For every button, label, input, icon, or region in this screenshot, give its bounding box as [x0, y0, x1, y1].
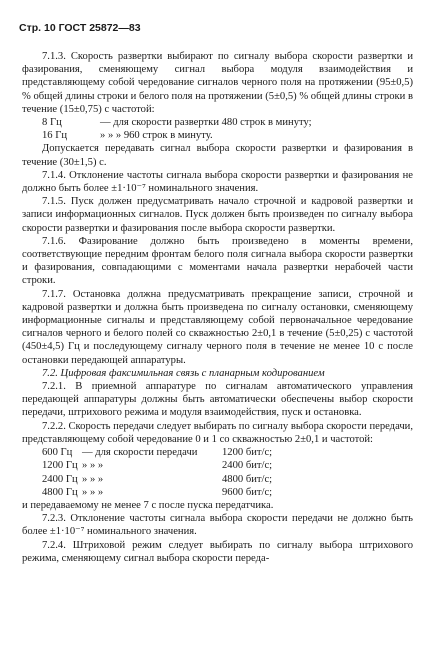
rate-value: 2400 бит/с; [222, 460, 273, 472]
rate-value: 9600 бит/с; [222, 486, 273, 498]
rate-description: » » » [82, 460, 104, 472]
clause-7-2-1: 7.2.1. В приемной аппаратуре по сигналам автоматического управления передающей аппаратуры должны быть автоматически обеспечены выбор скорости передачи, штрихового режима и модуля взаимодействия, пуск и остановка. [22, 381, 413, 419]
rate-frequency: 4800 Гц [42, 486, 78, 498]
rate-description: » » » [82, 486, 104, 498]
clause-7-1-7: 7.1.7. Остановка должна предусматривать прекращение записи, строчной и кадровой развертки и должна быть произведена по сигналу остановки, сменяющему информационные сигналы и представляющему собой первоначальное чередование сигналов черного и белого полей со скважностью 2±0,1 в течение (5±0,25) с частотой (450±4,5) Гц и последующему сигналу черного поля в течение не менее 10 с после остановки передающей аппаратуры. [22, 288, 413, 366]
clause-continuation: и передаваемому не менее 7 с после пуска передатчика. [22, 499, 274, 511]
rate-frequency: 600 Гц [42, 447, 73, 459]
rate-line [22, 459, 413, 472]
freq-line [22, 116, 413, 129]
clause-7-2-3: 7.2.3. Отклонение частоты сигнала выбора скорости передачи не должно быть более ±1·10⁻⁷ номинального значения. [22, 513, 413, 538]
freq-description: » » » 960 строк в минуту. [100, 130, 213, 142]
page-header: Стр. 10 ГОСТ 25872—83 [19, 22, 141, 34]
section-7-2-heading: 7.2. Цифровая факсимильная связь с планарным кодированием [42, 367, 325, 379]
rate-line [22, 486, 413, 499]
freq-value: 8 Гц [42, 117, 62, 129]
clause-7-1-6: 7.1.6. Фазирование должно быть произведено в моменты времени, соответствующие передним фронтам белого поля сигнала выбора скорости развертки и фазирования, совпадающими с моментами начала развертки нерабочей части строки. [22, 235, 413, 287]
rate-frequency: 2400 Гц [42, 473, 78, 485]
clause-7-1-5: 7.1.5. Пуск должен предусматривать начало строчной и кадровой развертки и записи информационных сигналов. Пуск должен быть произведен по сигналу выбора скорости развертки и фазирования после выбора скорости развертки. [22, 196, 413, 234]
rate-value: 4800 бит/с; [222, 473, 273, 485]
document-body [22, 50, 413, 565]
rate-line [22, 446, 413, 459]
clause-7-2-2: 7.2.2. Скорость передачи следует выбирать по сигналу выбора скорости передачи, представляющему собой чередование 0 и 1 со скважностью 2±0,1 и частотой: [22, 420, 413, 445]
rate-frequency: 1200 Гц [42, 460, 78, 472]
clause-7-2-4: 7.2.4. Штриховой режим следует выбирать по сигналу выбора штрихового режима, сменяющему сигнал выбора скорости переда- [22, 539, 413, 564]
clause-allowance: Допускается передавать сигнал выбора скорости развертки и фазирования в течение (30±1,5) с. [22, 143, 413, 168]
rate-description: — для скорости передачи [82, 447, 198, 459]
clause-7-1-4: 7.1.4. Отклонение частоты сигнала выбора скорости развертки и фазирования не должно быть более ±1·10⁻⁷ номинального значения. [22, 169, 413, 195]
freq-description: — для скорости развертки 480 строк в минуту; [100, 117, 312, 129]
rate-line [22, 473, 413, 486]
freq-line [22, 129, 413, 142]
rate-description: » » » [82, 473, 104, 485]
rate-value: 1200 бит/с; [222, 447, 273, 459]
freq-value: 16 Гц [42, 130, 68, 142]
clause-7-1-3: 7.1.3. Скорость развертки выбирают по сигналу выбора скорости развертки и фазирования, сменяющему сигнал выбора модуля взаимодействия и представляющему собой чередование сигналов черного поля на протяжении (95±0,5) % общей длины строки и белого поля на протяжении (5±0,5) % общей длины строки в течение (15±0,75) с частотой: [22, 51, 413, 115]
